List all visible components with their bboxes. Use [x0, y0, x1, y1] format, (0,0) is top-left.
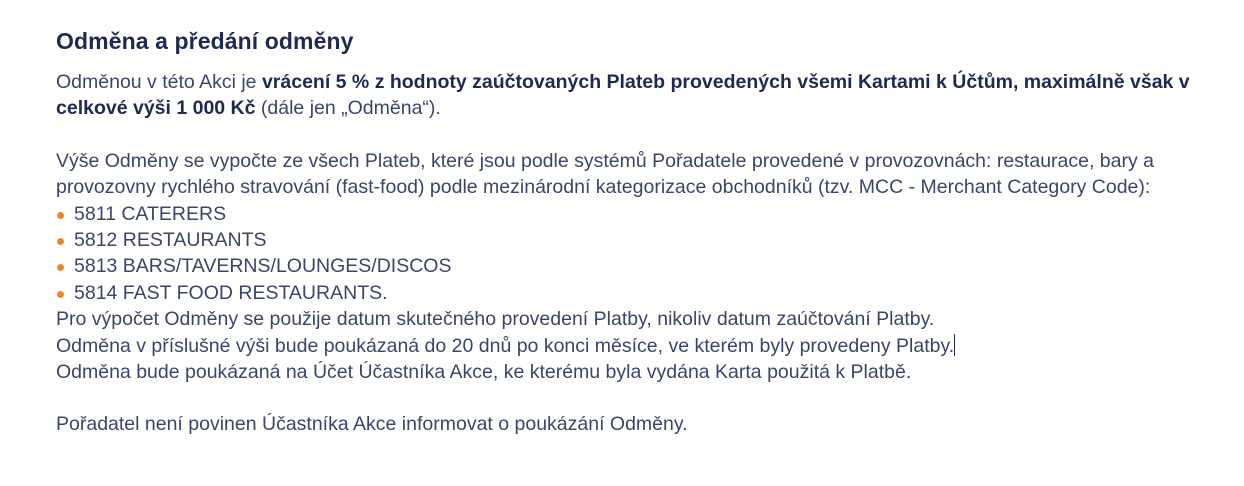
mcc-list [56, 201, 1216, 307]
bullet-dot-icon [57, 291, 64, 298]
text-cursor-caret [954, 334, 955, 356]
section-heading: Odměna a předání odměny [56, 28, 354, 54]
bullet-dot-icon [57, 212, 64, 219]
bullet-dot-icon [57, 264, 64, 271]
mcc-item-label: 5814 FAST FOOD RESTAURANTS. [74, 281, 388, 304]
mcc-list-item [56, 227, 1216, 253]
mcc-item-label: 5813 BARS/TAVERNS/LOUNGES/DISCOS [74, 255, 452, 278]
bullet-dot-icon [57, 238, 64, 245]
document-section [56, 26, 1216, 438]
calculation-paragraph: Výše Odměny se vypočte ze všech Plateb, které jsou podle systémů Pořadatele provedené v provozovnách: restaurace, bary a provozovny rychlého stravování (fast-food) podle mezinárodní kategorizace obchodníků (tzv. MCC - Merchant Category Code): [56, 149, 1155, 199]
mcc-list-item [56, 201, 1216, 227]
payout-rule-text: Odměna v příslušné výši bude poukázaná do 20 dnů po konci měsíce, ve kterém byly provedeny Platby. [56, 334, 955, 357]
reward-definition-paragraph [56, 69, 1216, 122]
mcc-item-label: 5811 CATERERS [74, 202, 227, 225]
reward-definition-prefix: Odměnou v této Akci je [56, 71, 262, 93]
notice-line: Pořadatel není povinen Účastníka Akce informovat o poukázání Odměny. [56, 413, 688, 436]
reward-definition-suffix: (dále jen „Odměna“). [255, 97, 441, 120]
account-rule-line: Odměna bude poukázaná na Účet Účastníka Akce, ke kterému byla vydána Karta použitá k Platbě. [56, 361, 912, 384]
mcc-item-label: 5812 RESTAURANTS [74, 229, 267, 252]
reward-definition-bold: vrácení 5 % z hodnoty zaúčtovaných Plateb provedených všemi Kartami k Účtům, maximálně však v celkové výši 1 000 Kč [56, 71, 1190, 120]
mcc-list-item [56, 280, 1216, 306]
date-rule-line: Pro výpočet Odměny se použije datum skutečného provedení Platby, nikoliv datum zaúčtování Platby. [56, 308, 935, 331]
mcc-list-item [56, 253, 1216, 279]
payout-rule-line [56, 333, 1216, 359]
